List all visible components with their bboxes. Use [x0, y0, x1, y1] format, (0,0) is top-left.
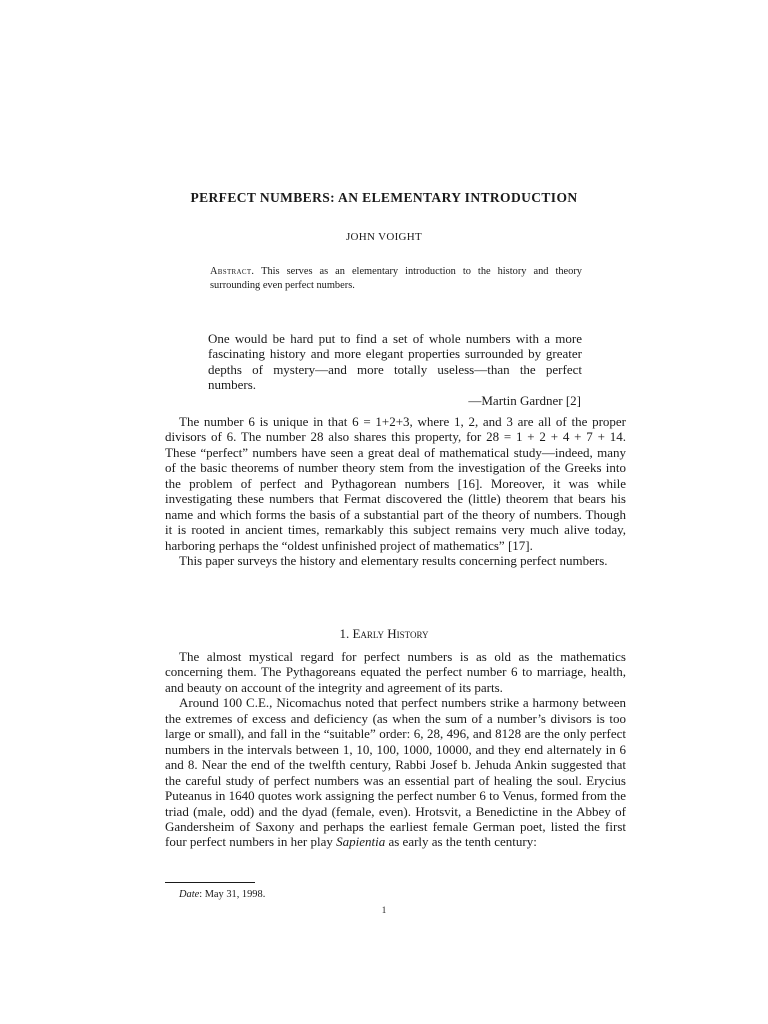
epigraph-quote: One would be hard put to find a set of whole numbers with a more fascinating history and more elegant properties surrounded by greater depths of mystery—and more totally useless—than the perfect numbers.	[208, 331, 582, 393]
section-title: Early History	[352, 626, 429, 641]
play-title: Sapientia	[336, 834, 386, 850]
paper-author: JOHN VOIGHT	[345, 231, 423, 243]
section-heading	[0, 626, 768, 642]
abstract	[210, 265, 582, 293]
intro-paragraph: The number 6 is unique in that 6 = 1+2+3, where 1, 2, and 3 are all of the proper divisors of 6. The number 28 also shares this property, for 28 = 1 + 2 + 4 + 7 + 14. These “perfect” numbers have seen a great deal of mathematical study—indeed, many of the basic theorems of number theory stem from the investigation of the Greeks into the problem of perfect and Pythagorean numbers [16]. Moreover, it was while investigating these numbers that Fermat discovered the (little) theorem that bears his name and which forms the basis of a substantial part of the theory of numbers. Though it is rooted in ancient times, remarkably this subject remains very much alive today, harboring perhaps the “oldest unfinished project of mathematics” [17].	[165, 414, 626, 553]
section-paragraph: The almost mystical regard for perfect numbers is as old as the mathematics concerning them. The Pythagoreans equated the perfect number 6 to marriage, health, and beauty on account of the integrity and agreement of its parts.	[165, 649, 626, 695]
play-tail: as early as the tenth century:	[385, 834, 537, 850]
paper-title: PERFECT NUMBERS: AN ELEMENTARY INTRODUCTION	[190, 190, 578, 205]
footnote-rule	[165, 882, 255, 883]
section-paragraph-text: Around 100 C.E., Nicomachus noted that perfect numbers strike a harmony between the extremes of excess and deficiency (as when the sum of a number’s divisors is too large or small), and fall in the “suitable” order: 6, 28, 496, and 8128 are the only perfect numbers in the intervals between 1, 10, 100, 1000, 10000, and they end alternately in 6 and 8. Near the end of the twelfth century, Rabbi Josef b. Jehuda Ankin suggested that the careful study of perfect numbers was an essential part of healing the soul. Erycius Puteanus in 1640 quotes work assigning the perfect number 6 to Venus, formed from the triad (male, odd) and the dyad (female, even). Hrotsvit, a Benedictine in the Abbey of Gandersheim of Saxony and perhaps the earliest female German poet, listed the first four perfect numbers in her play	[165, 695, 626, 850]
section-body	[165, 649, 626, 850]
footnote-label: Date	[179, 889, 200, 900]
section-number: 1.	[339, 626, 350, 641]
footnote	[179, 889, 265, 900]
page-number: 1	[381, 905, 387, 915]
footnote-text: : May 31, 1998.	[199, 889, 266, 900]
section-paragraph	[165, 695, 626, 850]
abstract-text: This serves as an elementary introduction to the history and theory surrounding even perfect numbers.	[210, 266, 582, 291]
abstract-label: Abstract.	[210, 266, 255, 277]
epigraph-attribution: —Martin Gardner [2]	[468, 393, 581, 408]
intro-section	[165, 414, 626, 569]
intro-paragraph: This paper surveys the history and elementary results concerning perfect numbers.	[179, 553, 608, 569]
